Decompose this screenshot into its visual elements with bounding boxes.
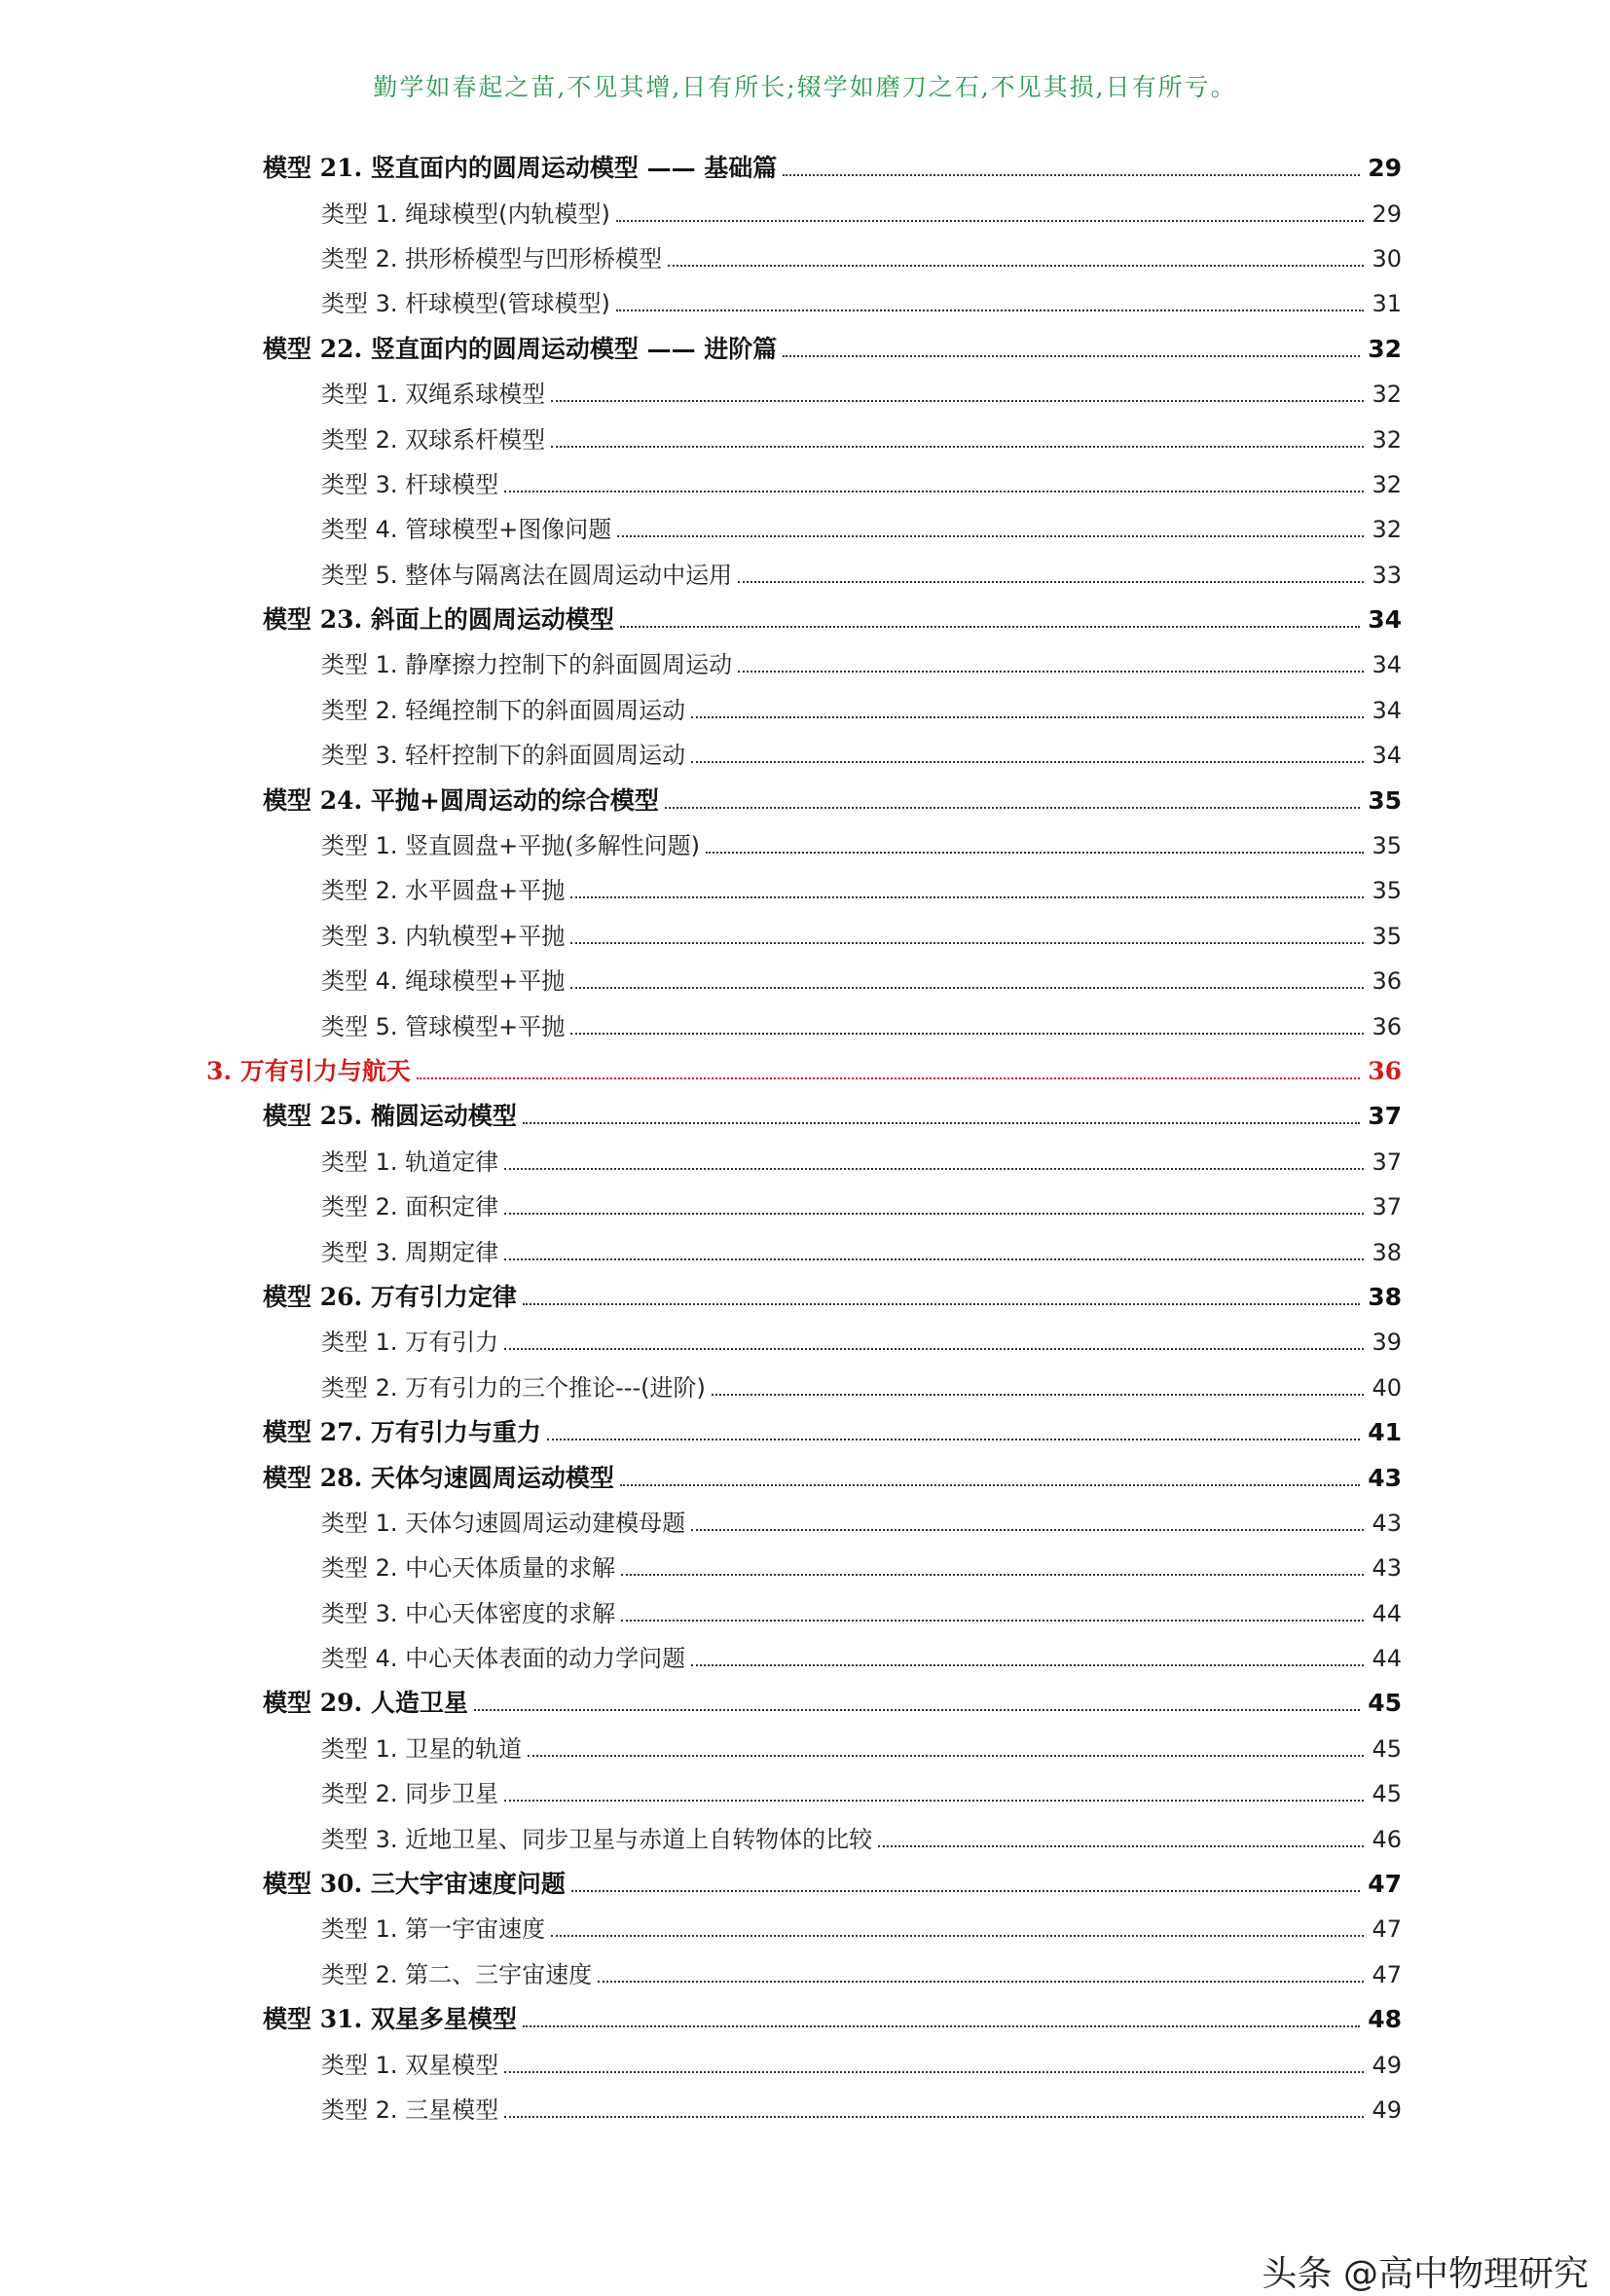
dot-leader	[621, 1620, 1364, 1622]
dot-leader	[691, 1664, 1364, 1666]
toc-page-number: 35	[1368, 785, 1402, 815]
dot-leader	[504, 1258, 1364, 1260]
toc-entry-title[interactable]: 类型 3. 内轨模型+平抛	[321, 922, 566, 950]
toc-page-number: 40	[1372, 1373, 1402, 1402]
toc-entry-type[interactable]	[321, 914, 1402, 959]
dot-leader	[504, 2071, 1364, 2073]
dot-leader	[523, 2025, 1360, 2027]
toc-page-number: 47	[1368, 1870, 1402, 1899]
dot-leader	[504, 1800, 1364, 1802]
dot-leader	[570, 1033, 1364, 1035]
toc-entry-type[interactable]	[321, 281, 1402, 326]
toc-entry-type[interactable]	[321, 1320, 1402, 1365]
toc-page-number: 36	[1372, 967, 1402, 996]
dot-leader	[878, 1845, 1364, 1847]
toc-entry-title[interactable]: 模型 29. 人造卫星	[263, 1689, 468, 1718]
dot-leader	[620, 1484, 1360, 1486]
toc-page-number: 36	[1372, 1012, 1402, 1040]
toc-entry-type[interactable]	[321, 417, 1402, 461]
toc-entry-title[interactable]: 类型 4. 管球模型+图像问题	[321, 516, 612, 544]
toc-entry-type[interactable]	[321, 1501, 1402, 1546]
toc-entry-model[interactable]	[263, 1410, 1402, 1455]
dot-leader	[712, 1394, 1365, 1396]
toc-entry-title[interactable]: 类型 1. 静摩擦力控制下的斜面圆周运动	[321, 651, 733, 679]
toc-entry-type[interactable]	[321, 553, 1402, 598]
dot-leader	[523, 1303, 1360, 1305]
dot-leader	[504, 2116, 1364, 2118]
toc-entry-title[interactable]: 类型 1. 双星模型	[321, 2051, 499, 2079]
toc-page-number: 33	[1372, 561, 1402, 589]
toc-page-number: 47	[1372, 1960, 1402, 1988]
toc-entry-title[interactable]: 类型 4. 中心天体表面的动力学问题	[321, 1645, 686, 1673]
toc-entry-type[interactable]	[321, 237, 1402, 281]
toc-entry-title[interactable]: 模型 23. 斜面上的圆周运动模型	[263, 605, 614, 635]
toc-entry-type[interactable]	[321, 823, 1402, 868]
dot-leader	[570, 896, 1364, 898]
dot-leader	[738, 581, 1364, 583]
toc-entry-title[interactable]: 模型 22. 竖直面内的圆周运动模型 —— 进阶篇	[263, 334, 778, 363]
toc-entry-title[interactable]: 类型 3. 近地卫星、同步卫星与赤道上自转物体的比较	[321, 1825, 873, 1853]
dot-leader	[474, 1709, 1360, 1711]
toc-entry-title[interactable]: 类型 2. 同步卫星	[321, 1780, 499, 1808]
toc-entry-model[interactable]	[263, 1681, 1402, 1726]
toc-entry-title[interactable]: 类型 2. 水平圆盘+平抛	[321, 877, 566, 905]
dot-leader	[691, 761, 1364, 763]
toc-page-number: 32	[1372, 381, 1402, 409]
dot-leader	[523, 1122, 1360, 1124]
dot-leader	[783, 355, 1360, 357]
toc-entry-title[interactable]: 类型 1. 天体匀速圆周运动建模母题	[321, 1509, 686, 1537]
toc-entry-type[interactable]	[321, 1366, 1402, 1410]
dot-leader	[504, 1213, 1364, 1215]
toc-entry-title[interactable]: 类型 2. 双球系杆模型	[321, 425, 546, 454]
toc-entry-type[interactable]	[321, 688, 1402, 733]
toc-entry-model[interactable]	[263, 1275, 1402, 1320]
toc-page-number: 43	[1372, 1554, 1402, 1583]
toc-entry-title[interactable]: 类型 2. 第二、三宇宙速度	[321, 1960, 593, 1988]
toc-page-number: 37	[1372, 1193, 1402, 1221]
toc-entry-type[interactable]	[321, 959, 1402, 1003]
toc-entry-model[interactable]	[263, 146, 1402, 191]
toc-entry-title[interactable]: 类型 2. 中心天体质量的求解	[321, 1554, 616, 1583]
toc-page-number: 37	[1368, 1102, 1402, 1131]
dot-leader	[547, 1439, 1360, 1440]
dot-leader	[551, 446, 1364, 448]
toc-page-number: 44	[1372, 1599, 1402, 1627]
toc-entry-title[interactable]: 类型 3. 杆球模型	[321, 470, 499, 498]
dot-leader	[617, 535, 1364, 537]
dot-leader	[691, 1529, 1364, 1531]
toc-page-number: 38	[1368, 1282, 1402, 1311]
toc-entry-title[interactable]: 类型 2. 三星模型	[321, 2096, 499, 2124]
dot-leader	[504, 1348, 1364, 1350]
dot-leader	[620, 626, 1360, 628]
toc-entry-title[interactable]: 类型 5. 整体与隔离法在圆周运动中运用	[321, 561, 733, 589]
toc-entry-type[interactable]	[321, 642, 1402, 687]
toc-page-number: 34	[1372, 696, 1402, 724]
toc-page-number: 48	[1368, 2005, 1402, 2034]
toc-page-number: 35	[1372, 877, 1402, 905]
dot-leader	[783, 174, 1360, 176]
toc-entry-type[interactable]	[321, 1636, 1402, 1681]
toc-page-number: 45	[1368, 1689, 1402, 1718]
dot-leader	[706, 852, 1364, 854]
toc-page-number: 43	[1372, 1509, 1402, 1537]
toc-entry-title[interactable]: 模型 26. 万有引力定律	[263, 1282, 517, 1311]
source-watermark: 头条 @高中物理研究	[1262, 2254, 1589, 2294]
toc-page-number: 45	[1372, 1734, 1402, 1763]
toc-entry-title[interactable]: 类型 3. 杆球模型(管球模型)	[321, 290, 610, 318]
toc-page-number: 32	[1372, 516, 1402, 544]
dot-leader	[551, 400, 1364, 402]
toc-entry-type[interactable]	[321, 1727, 1402, 1771]
toc-entry-title[interactable]: 3. 万有引力与航天	[206, 1057, 411, 1085]
toc-entry-title[interactable]: 类型 3. 周期定律	[321, 1238, 499, 1266]
toc-entry-title[interactable]: 类型 2. 面积定律	[321, 1193, 499, 1221]
toc-entry-model[interactable]	[263, 778, 1402, 822]
toc-entry-model[interactable]	[263, 1862, 1402, 1907]
toc-entry-type[interactable]	[321, 1003, 1402, 1048]
toc-page-number: 46	[1372, 1825, 1402, 1853]
toc-page-number: 41	[1368, 1418, 1402, 1447]
toc-entry-title[interactable]: 模型 28. 天体匀速圆周运动模型	[263, 1463, 614, 1492]
toc-entry-type[interactable]	[321, 1184, 1402, 1229]
dot-leader	[570, 987, 1364, 989]
toc-entry-chapter[interactable]	[206, 1049, 1402, 1094]
dot-leader	[616, 220, 1365, 222]
toc-entry-type[interactable]	[321, 1591, 1402, 1636]
toc-entry-type[interactable]	[321, 372, 1402, 417]
toc-page-number: 38	[1372, 1238, 1402, 1266]
toc-entry-title[interactable]: 类型 1. 竖直圆盘+平抛(多解性问题)	[321, 832, 700, 860]
dot-leader	[571, 1890, 1360, 1892]
toc-page-number: 30	[1372, 244, 1402, 273]
dot-leader	[528, 1755, 1364, 1757]
toc-page-number: 39	[1372, 1329, 1402, 1357]
toc-entry-title[interactable]: 类型 1. 万有引力	[321, 1329, 499, 1357]
toc-page-number: 32	[1372, 470, 1402, 498]
toc-entry-title[interactable]: 类型 1. 轨道定律	[321, 1148, 499, 1176]
dot-leader	[417, 1077, 1360, 1079]
toc-entry-type[interactable]	[321, 868, 1402, 913]
toc-entry-title[interactable]: 类型 3. 轻杆控制下的斜面圆周运动	[321, 742, 686, 770]
toc-entry-model[interactable]	[263, 1455, 1402, 1500]
toc-page-number: 31	[1372, 290, 1402, 318]
toc-entry-title[interactable]: 类型 1. 卫星的轨道	[321, 1734, 523, 1763]
toc-entry-model[interactable]	[263, 1094, 1402, 1139]
toc-entry-title[interactable]: 类型 2. 万有引力的三个推论---(进阶)	[321, 1373, 706, 1402]
toc-page-number: 32	[1372, 425, 1402, 454]
toc-entry-title[interactable]: 类型 2. 拱形桥模型与凹形桥模型	[321, 244, 663, 273]
toc-entry-model[interactable]	[263, 598, 1402, 642]
toc-page-number: 43	[1368, 1463, 1402, 1492]
toc-entry-title[interactable]: 模型 30. 三大宇宙速度问题	[263, 1870, 566, 1899]
toc-page-number: 32	[1368, 334, 1402, 363]
table-of-contents	[0, 146, 1610, 2132]
toc-page-number: 35	[1372, 832, 1402, 860]
toc-entry-type[interactable]	[321, 191, 1402, 236]
toc-page-number: 36	[1368, 1057, 1402, 1085]
toc-entry-title[interactable]: 类型 2. 轻绳控制下的斜面圆周运动	[321, 696, 686, 724]
toc-entry-model[interactable]	[263, 1997, 1402, 2042]
dot-leader	[691, 716, 1364, 718]
dot-leader	[570, 942, 1364, 944]
toc-entry-type[interactable]	[321, 1816, 1402, 1861]
toc-page-number: 29	[1372, 200, 1402, 228]
toc-entry-type[interactable]	[321, 1952, 1402, 1997]
toc-entry-title[interactable]: 模型 31. 双星多星模型	[263, 2005, 517, 2034]
toc-entry-title[interactable]: 类型 4. 绳球模型+平抛	[321, 967, 566, 996]
toc-page-number: 35	[1372, 922, 1402, 950]
toc-entry-type[interactable]	[321, 1546, 1402, 1590]
toc-page-number: 49	[1372, 2096, 1402, 2124]
toc-page-number: 29	[1368, 154, 1402, 183]
toc-entry-title[interactable]: 模型 25. 椭圆运动模型	[263, 1102, 517, 1131]
toc-entry-model[interactable]	[263, 327, 1402, 372]
toc-page-number: 45	[1372, 1780, 1402, 1808]
dot-leader	[504, 491, 1364, 492]
toc-entry-title[interactable]: 模型 21. 竖直面内的圆周运动模型 —— 基础篇	[263, 154, 778, 183]
toc-entry-title[interactable]: 类型 1. 双绳系球模型	[321, 381, 546, 409]
toc-page-number: 37	[1372, 1148, 1402, 1176]
toc-page-number: 49	[1372, 2051, 1402, 2079]
toc-entry-title[interactable]: 模型 24. 平抛+圆周运动的综合模型	[263, 785, 659, 815]
toc-entry-title[interactable]: 类型 1. 第一宇宙速度	[321, 1915, 546, 1944]
toc-entry-title[interactable]: 类型 5. 管球模型+平抛	[321, 1012, 566, 1040]
dot-leader	[598, 1981, 1364, 1983]
toc-page-number: 44	[1372, 1645, 1402, 1673]
dot-leader	[616, 310, 1365, 311]
toc-entry-type[interactable]	[321, 2042, 1402, 2087]
toc-entry-title[interactable]: 类型 1. 绳球模型(内轨模型)	[321, 200, 610, 228]
toc-entry-title[interactable]: 类型 3. 中心天体密度的求解	[321, 1599, 616, 1627]
dot-leader	[668, 265, 1364, 267]
toc-entry-type[interactable]	[321, 1907, 1402, 1951]
toc-entry-type[interactable]	[321, 507, 1402, 552]
toc-entry-type[interactable]	[321, 2088, 1402, 2132]
toc-entry-type[interactable]	[321, 1140, 1402, 1184]
dot-leader	[504, 1168, 1364, 1170]
toc-entry-type[interactable]	[321, 462, 1402, 507]
toc-entry-type[interactable]	[321, 1771, 1402, 1816]
page-header-motto: 勤学如春起之苗,不见其增,日有所长;辍学如磨刀之石,不见其损,日有所亏。	[373, 73, 1237, 101]
toc-entry-type[interactable]	[321, 1229, 1402, 1274]
toc-page-number: 47	[1372, 1915, 1402, 1944]
toc-page-number: 34	[1372, 742, 1402, 770]
toc-page-number: 34	[1372, 651, 1402, 679]
dot-leader	[551, 1935, 1364, 1937]
toc-entry-title[interactable]: 模型 27. 万有引力与重力	[263, 1418, 541, 1447]
toc-page-number: 34	[1368, 605, 1402, 635]
toc-entry-type[interactable]	[321, 733, 1402, 778]
dot-leader	[665, 807, 1360, 809]
dot-leader	[738, 671, 1364, 673]
dot-leader	[621, 1574, 1364, 1576]
